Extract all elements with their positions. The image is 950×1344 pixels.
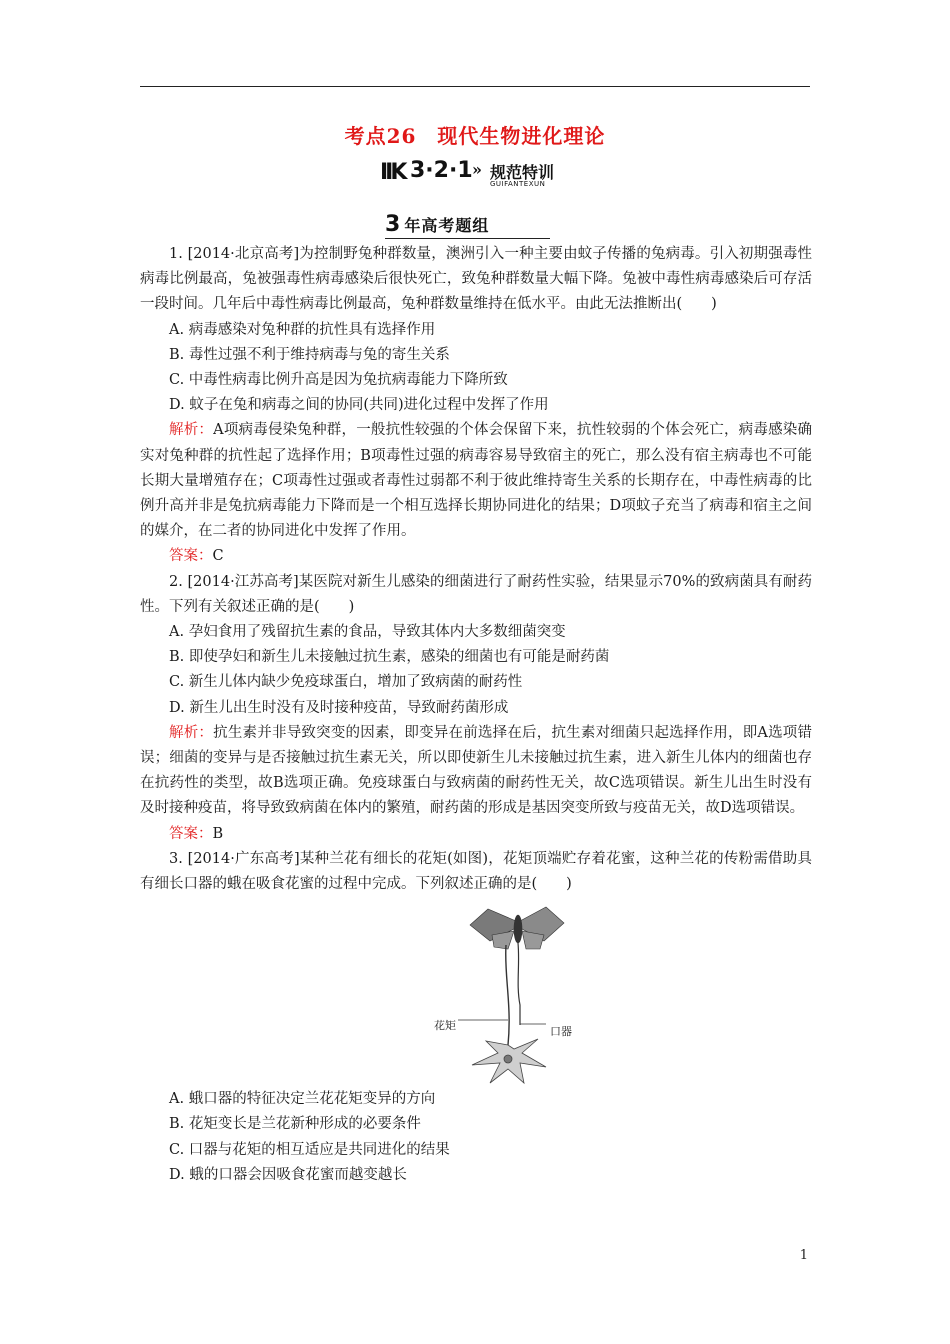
question-body (140, 242, 812, 1188)
analysis-label: 解析： (169, 422, 214, 439)
analysis-text: A项病毒侵染兔种群，一般抗性较强的个体会保留下来，抗性较弱的个体会死亡，病毒感染确实对兔种群的抗性起了选择作用；B项毒性过强的病毒容易导致宿主的死亡，那么没有宿主病毒也不可能长期大量增殖存在；C项毒性过强或者毒性过弱都不利于彼此维持寄生关系的长期存在，中毒性病毒的比例升高并非是兔抗病毒能力下降而是一个相互选择长期协同进化的结果；D项蚊子充当了病毒和宿主之间的媒介，在二者的协同进化中发挥了作用。 (140, 422, 813, 540)
answer-label: 答案： (169, 825, 213, 842)
question-1-option-d: D. 蚊子在兔和病毒之间的协同(共同)进化过程中发挥了作用 (169, 397, 549, 414)
question-2-stem: 2. [2014·江苏高考]某医院对新生儿感染的细菌进行了耐药性实验，结果显示70%的致病菌具有耐药性。下列有关叙述正确的是( ) (140, 573, 812, 615)
section-underline (385, 238, 550, 239)
orchid-moth-figure (140, 897, 812, 1087)
answer-label: 答案： (169, 548, 213, 565)
brand-bars: IIK (380, 160, 405, 185)
question-3-stem: 3. [2014·广东高考]某种兰花有细长的花矩(如图)，花矩顶端贮存着花蜜，这种兰花的传粉需借助具有细长口器的蛾在吸食花蜜的过程中完成。下列叙述正确的是( ) (140, 850, 812, 893)
answer-value: B (212, 825, 224, 842)
question-2-option-d: D. 新生儿出生时没有及时接种疫苗，导致耐药菌形成 (169, 699, 509, 716)
brand-arrows: » (472, 160, 482, 179)
spur-label: 花矩 (434, 1019, 456, 1033)
page-title: 考点26 现代生物进化理论 (344, 124, 606, 148)
question-2-answer (140, 822, 812, 847)
orchid-moth-illustration (428, 905, 578, 1085)
question-2-option-a: A. 孕妇食用了残留抗生素的食品，导致其体内大多数细菌突变 (169, 624, 566, 641)
question-1-answer (140, 544, 812, 569)
orchid-flower-icon (472, 1039, 546, 1083)
section-label: 年高考题组 (404, 216, 490, 235)
question-1-option-a: A. 病毒感染对兔种群的抗性具有选择作用 (169, 321, 436, 338)
question-3-option-a: A. 蛾口器的特征决定兰花花矩变异的方向 (169, 1091, 436, 1108)
question-1-analysis (140, 418, 812, 544)
analysis-text: 抗生素并非导致突变的因素，即变异在前选择在后，抗生素对细菌只起选择作用，即A选项错误；细菌的变异与是否接触过抗生素无关，所以即使新生儿未接触过抗生素，进入新生儿体内的细菌也存在抗药性的类型，故B选项正确。免疫球蛋白与致病菌的耐药性无关，故C选项错误。新生儿出生时没有及时接种疫苗，将导致致病菌在体内的繁殖，耐药菌的形成是基因突变所致与疫苗无关，故D选项错误。 (140, 724, 813, 817)
page-number: 1 (799, 1248, 808, 1263)
question-2-option-c: C. 新生儿体内缺少免疫球蛋白，增加了致病菌的耐药性 (169, 674, 523, 691)
header-rule (140, 86, 810, 87)
question-3-option-b: B. 花矩变长是兰花新种形成的必要条件 (169, 1116, 421, 1133)
brand-name: 规范特训 (490, 163, 555, 182)
question-3-option-c: C. 口器与花矩的相互适应是共同进化的结果 (169, 1141, 450, 1158)
question-3-option-d: D. 蛾的口器会因吸食花蜜而越变越长 (169, 1166, 407, 1183)
question-1-option-c: C. 中毒性病毒比例升高是因为兔抗病毒能力下降所致 (169, 372, 508, 389)
moth-icon (470, 907, 564, 949)
proboscis-label: 口器 (550, 1025, 572, 1039)
question-1-option-b: B. 毒性过强不利于维持病毒与兔的寄生关系 (169, 346, 450, 363)
section-heading (385, 212, 489, 236)
brand-logo (380, 158, 580, 192)
brand-pinyin: GUIFANTEXUN (490, 180, 546, 188)
section-number: 3 (385, 212, 401, 237)
question-2-analysis (140, 721, 812, 822)
answer-value: C (212, 548, 224, 565)
analysis-label: 解析： (169, 724, 214, 741)
brand-numbers: 3·2·1 (410, 158, 473, 183)
question-1-stem: 1. [2014·北京高考]为控制野兔种群数量，澳洲引入一种主要由蚊子传播的兔病毒。引入初期强毒性病毒比例最高，兔被强毒性病毒感染后很快死亡，致兔种群数量大幅下降。兔被中毒性病毒感染后可存活一段时间。几年后中毒性病毒比例最高，兔种群数量维持在低水平。由此无法推断出( ) (140, 246, 812, 313)
question-2-option-b: B. 即使孕妇和新生儿未接触过抗生素，感染的细菌也有可能是耐药菌 (169, 649, 610, 666)
